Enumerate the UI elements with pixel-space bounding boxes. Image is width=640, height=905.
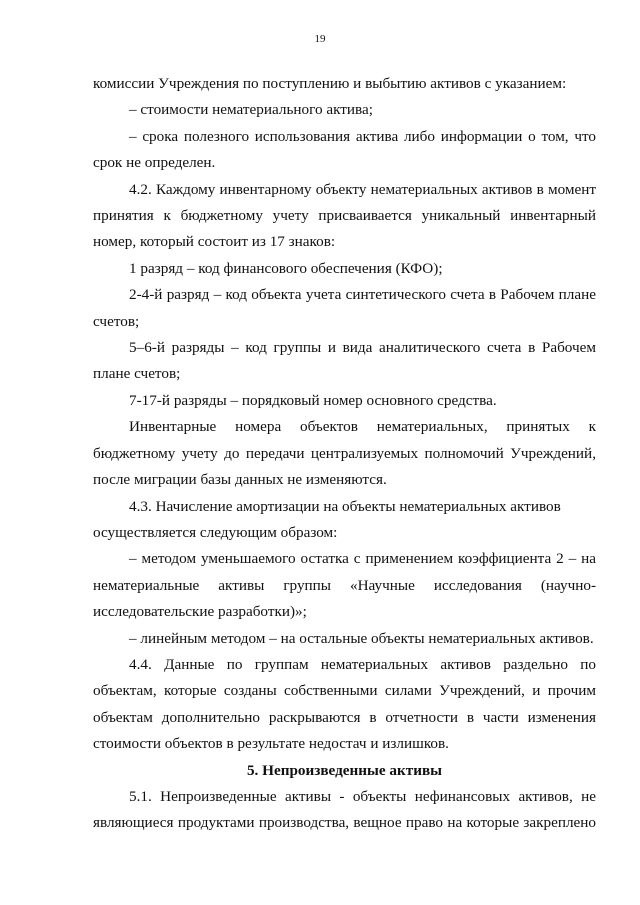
- text-line: 4.2. Каждому инвентарному объекту нематериальных активов в момент: [129, 180, 596, 198]
- section-heading: 5. Непроизведенные активы: [246, 761, 443, 779]
- text-line: – срока полезного использования актива либо информации о том, что: [129, 127, 596, 145]
- text-line: объектам, которые созданы собственными силами Учреждений, и прочим: [93, 682, 596, 700]
- document-body: [93, 71, 596, 837]
- text-line: плане счетов;: [93, 365, 181, 383]
- text-line: нематериальные активы группы «Научные исследования (научно-: [93, 576, 596, 594]
- text-line: 7-17-й разряды – порядковый номер основного средства.: [129, 391, 497, 409]
- text-line: номер, который состоит из 17 знаков:: [93, 233, 336, 251]
- text-line: принятия к бюджетному учету присваивается уникальный инвентарный: [93, 207, 596, 225]
- text-line: исследовательские разработки)»;: [93, 603, 307, 621]
- text-line: 5.1. Непроизведенные активы - объекты нефинансовых активов, не: [129, 787, 596, 805]
- page-number: 19: [314, 33, 326, 45]
- text-line: осуществляется следующим образом:: [93, 523, 338, 541]
- text-line: после миграции базы данных не изменяются.: [93, 471, 387, 489]
- text-line: комиссии Учреждения по поступлению и выбытию активов с указанием:: [93, 75, 567, 92]
- text-line: – линейным методом – на остальные объекты нематериальных активов.: [129, 629, 594, 647]
- text-line: срок не определен.: [93, 154, 216, 172]
- text-line: стоимости объектов в результате недостач и излишков.: [93, 735, 449, 753]
- text-line: 5–6-й разряды – код группы и вида аналитического счета в Рабочем: [129, 339, 596, 357]
- text-line: бюджетному учету до передачи централизуемых полномочий Учреждений,: [93, 444, 596, 462]
- text-line: 2-4-й разряд – код объекта учета синтетического счета в Рабочем плане: [129, 286, 596, 304]
- text-line: являющиеся продуктами производства, вещное право на которые закреплено: [93, 814, 596, 832]
- text-line: – методом уменьшаемого остатка с применением коэффициента 2 – на: [129, 550, 596, 568]
- text-line: 1 разряд – код финансового обеспечения (КФО);: [129, 259, 443, 277]
- text-line: 4.3. Начисление амортизации на объекты нематериальных активов: [129, 497, 561, 515]
- text-line: 4.4. Данные по группам нематериальных активов раздельно по: [129, 655, 596, 673]
- text-line: счетов;: [93, 312, 140, 330]
- text-line: Инвентарные номера объектов нематериальных, принятых к: [129, 418, 596, 436]
- text-line: объектам дополнительно раскрываются в отчетности в части изменения: [93, 708, 596, 726]
- text-line: – стоимости нематериального актива;: [129, 101, 373, 119]
